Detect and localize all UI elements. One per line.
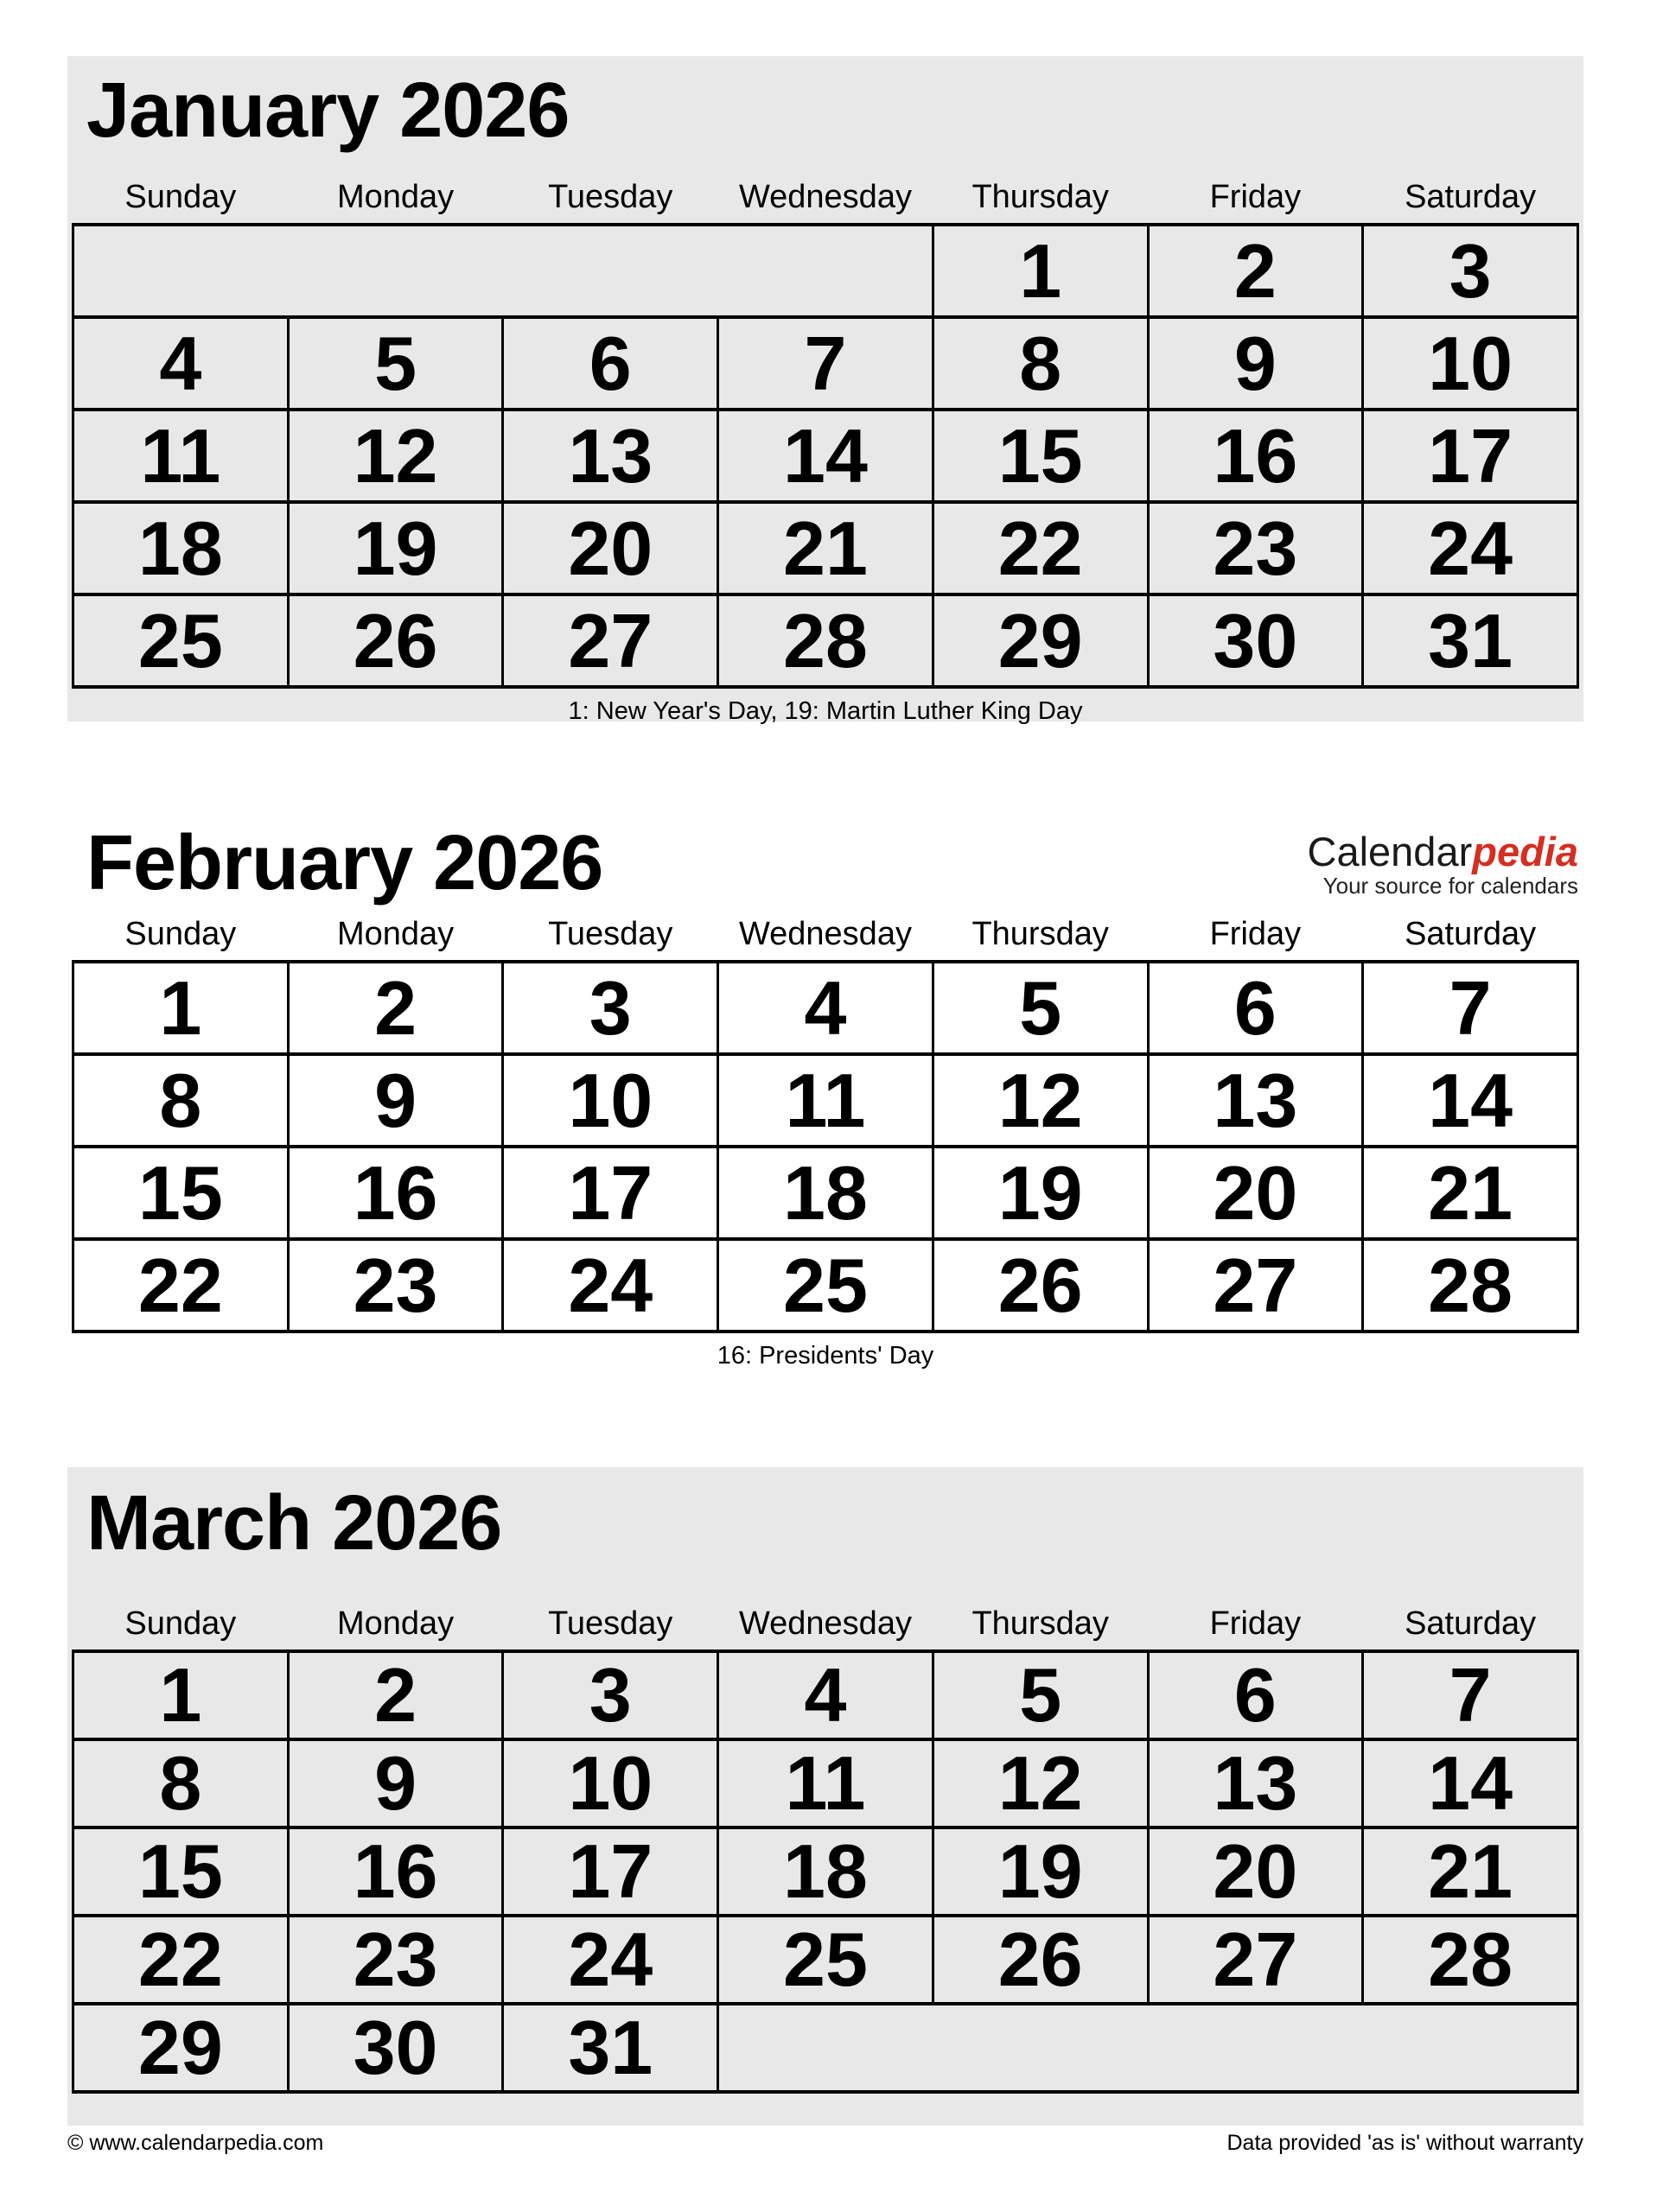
february-day-19: 19 (933, 1147, 1148, 1239)
march-title: March 2026 (86, 1480, 502, 1567)
logo-wordmark (1308, 831, 1579, 872)
february-day-28: 28 (1363, 1239, 1578, 1332)
february-day-17: 17 (503, 1147, 718, 1239)
march-day-16: 16 (288, 1827, 503, 1916)
february-day-27: 27 (1148, 1239, 1363, 1332)
weekday-friday: Friday (1209, 916, 1302, 952)
february-day-8: 8 (73, 1054, 289, 1147)
january-day-24: 24 (1363, 502, 1578, 594)
march-empty-cell (718, 2004, 1578, 2092)
weekday-tuesday: Tuesday (548, 1605, 673, 1642)
january-day-26: 26 (288, 594, 503, 687)
january-holidays-note: 1: New Year's Day, 19: Martin Luther King Day (568, 697, 1083, 725)
january-day-8: 8 (933, 317, 1148, 410)
march-day-19: 19 (933, 1827, 1148, 1916)
weekday-thursday: Thursday (971, 916, 1109, 952)
weekday-monday: Monday (336, 916, 455, 952)
weekday-friday: Friday (1209, 179, 1302, 215)
march-day-13: 13 (1148, 1739, 1363, 1827)
january-day-17: 17 (1363, 410, 1578, 502)
weekday-thursday: Thursday (971, 179, 1109, 215)
january-calendar-grid (72, 154, 1579, 689)
february-day-7: 7 (1363, 962, 1578, 1054)
weekday-saturday: Saturday (1405, 179, 1537, 215)
weekday-sunday: Sunday (124, 916, 237, 952)
january-day-10: 10 (1363, 317, 1578, 410)
logo-text-pedia: pedia (1472, 829, 1578, 874)
february-day-13: 13 (1148, 1054, 1363, 1147)
february-day-20: 20 (1148, 1147, 1363, 1239)
february-day-9: 9 (288, 1054, 503, 1147)
weekday-saturday: Saturday (1405, 1605, 1537, 1642)
march-week-row (73, 2004, 1578, 2092)
january-title: January 2026 (86, 67, 570, 154)
february-day-2: 2 (288, 962, 503, 1054)
march-week-row (73, 1651, 1578, 1739)
january-day-29: 29 (933, 594, 1148, 687)
march-day-6: 6 (1148, 1651, 1363, 1739)
march-day-18: 18 (718, 1827, 933, 1916)
page-footer (67, 2131, 1583, 2156)
march-day-11: 11 (718, 1739, 933, 1827)
march-day-10: 10 (503, 1739, 718, 1827)
weekday-monday: Monday (336, 1605, 455, 1642)
february-day-5: 5 (933, 962, 1148, 1054)
march-day-29: 29 (73, 2004, 289, 2092)
march-day-25: 25 (718, 1916, 933, 2004)
february-day-10: 10 (503, 1054, 718, 1147)
february-week-row (73, 962, 1578, 1054)
january-day-18: 18 (73, 502, 289, 594)
january-day-4: 4 (73, 317, 289, 410)
weekday-tuesday: Tuesday (548, 916, 673, 952)
january-day-31: 31 (1363, 594, 1578, 687)
february-calendar-grid (72, 906, 1579, 1333)
january-day-21: 21 (718, 502, 933, 594)
january-week-row (73, 317, 1578, 410)
january-empty-cell (73, 225, 933, 317)
january-day-20: 20 (503, 502, 718, 594)
march-day-15: 15 (73, 1827, 289, 1916)
february-day-25: 25 (718, 1239, 933, 1332)
january-day-12: 12 (288, 410, 503, 502)
calendarpedia-logo (1308, 821, 1579, 897)
march-calendar-grid (72, 1567, 1579, 2094)
february-section (67, 821, 1583, 1395)
january-day-28: 28 (718, 594, 933, 687)
copyright-text: © www.calendarpedia.com (67, 2131, 324, 2155)
march-day-5: 5 (933, 1651, 1148, 1739)
march-week-row (73, 1827, 1578, 1916)
february-day-23: 23 (288, 1239, 503, 1332)
february-day-11: 11 (718, 1054, 933, 1147)
february-day-3: 3 (503, 962, 718, 1054)
february-day-12: 12 (933, 1054, 1148, 1147)
february-day-22: 22 (73, 1239, 289, 1332)
january-day-19: 19 (288, 502, 503, 594)
january-week-row (73, 225, 1578, 317)
march-day-2: 2 (288, 1651, 503, 1739)
weekday-sunday: Sunday (124, 1605, 237, 1642)
weekday-header-row (73, 906, 1578, 962)
march-day-9: 9 (288, 1739, 503, 1827)
february-day-1: 1 (73, 962, 289, 1054)
march-day-26: 26 (933, 1916, 1148, 2004)
weekday-wednesday: Wednesday (738, 916, 912, 952)
january-day-15: 15 (933, 410, 1148, 502)
january-day-9: 9 (1148, 317, 1363, 410)
january-day-23: 23 (1148, 502, 1363, 594)
february-day-21: 21 (1363, 1147, 1578, 1239)
february-day-14: 14 (1363, 1054, 1578, 1147)
weekday-sunday: Sunday (124, 179, 237, 215)
march-day-24: 24 (503, 1916, 718, 2004)
january-day-7: 7 (718, 317, 933, 410)
february-day-6: 6 (1148, 962, 1363, 1054)
february-day-16: 16 (288, 1147, 503, 1239)
february-day-26: 26 (933, 1239, 1148, 1332)
march-day-28: 28 (1363, 1916, 1578, 2004)
january-day-1: 1 (933, 225, 1148, 317)
weekday-wednesday: Wednesday (738, 1605, 912, 1642)
february-week-row (73, 1147, 1578, 1239)
march-day-17: 17 (503, 1827, 718, 1916)
weekday-saturday: Saturday (1405, 916, 1537, 952)
march-day-27: 27 (1148, 1916, 1363, 2004)
january-day-16: 16 (1148, 410, 1363, 502)
weekday-monday: Monday (336, 179, 455, 215)
weekday-wednesday: Wednesday (738, 179, 912, 215)
march-holidays-note (67, 2102, 1583, 2133)
march-day-20: 20 (1148, 1827, 1363, 1916)
march-day-14: 14 (1363, 1739, 1578, 1827)
march-day-3: 3 (503, 1651, 718, 1739)
march-day-12: 12 (933, 1739, 1148, 1827)
weekday-friday: Friday (1209, 1605, 1302, 1642)
february-day-24: 24 (503, 1239, 718, 1332)
march-section (67, 1467, 1583, 2126)
march-week-row (73, 1739, 1578, 1827)
january-day-6: 6 (503, 317, 718, 410)
february-day-18: 18 (718, 1147, 933, 1239)
march-day-4: 4 (718, 1651, 933, 1739)
february-day-4: 4 (718, 962, 933, 1054)
january-day-13: 13 (503, 410, 718, 502)
february-holidays-note: 16: Presidents' Day (717, 1342, 934, 1370)
february-title: February 2026 (86, 820, 603, 906)
march-day-31: 31 (503, 2004, 718, 2092)
march-day-22: 22 (73, 1916, 289, 2004)
january-section (67, 56, 1583, 725)
weekday-thursday: Thursday (971, 1605, 1109, 1642)
disclaimer-text: Data provided 'as is' without warranty (1226, 2131, 1583, 2155)
january-week-row (73, 410, 1578, 502)
january-day-11: 11 (73, 410, 289, 502)
march-day-23: 23 (288, 1916, 503, 2004)
february-week-row (73, 1054, 1578, 1147)
weekday-tuesday: Tuesday (548, 179, 673, 215)
january-day-30: 30 (1148, 594, 1363, 687)
march-day-7: 7 (1363, 1651, 1578, 1739)
march-week-row (73, 1916, 1578, 2004)
february-header (67, 821, 1583, 906)
weekday-header-row (73, 154, 1578, 225)
march-day-8: 8 (73, 1739, 289, 1827)
march-day-1: 1 (73, 1651, 289, 1739)
january-day-5: 5 (288, 317, 503, 410)
january-week-row (73, 502, 1578, 594)
january-day-22: 22 (933, 502, 1148, 594)
weekday-header-row (73, 1567, 1578, 1651)
march-day-21: 21 (1363, 1827, 1578, 1916)
february-week-row (73, 1239, 1578, 1332)
january-day-14: 14 (718, 410, 933, 502)
january-day-3: 3 (1363, 225, 1578, 317)
january-day-2: 2 (1148, 225, 1363, 317)
logo-tagline: Your source for calendars (1322, 873, 1578, 899)
logo-text-calendar: Calendar (1307, 829, 1473, 874)
march-day-30: 30 (288, 2004, 503, 2092)
february-day-15: 15 (73, 1147, 289, 1239)
january-week-row (73, 594, 1578, 687)
january-day-27: 27 (503, 594, 718, 687)
january-day-25: 25 (73, 594, 289, 687)
